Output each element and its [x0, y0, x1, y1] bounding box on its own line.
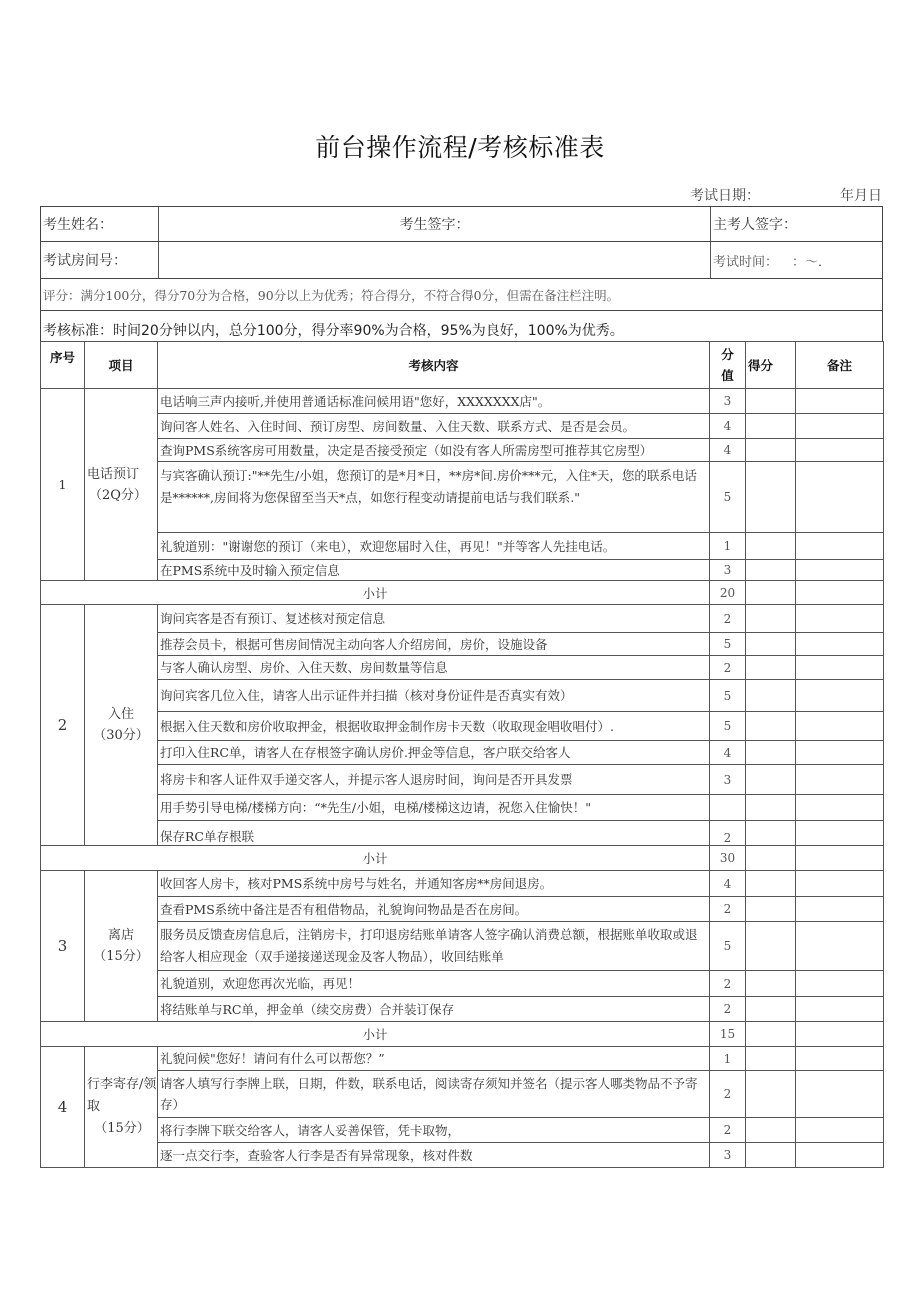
row-score: 5 [710, 633, 746, 656]
row-remark-cell [796, 439, 884, 462]
room-label: 考试房间号： [43, 253, 127, 269]
row-got-cell [746, 560, 796, 581]
header-row-name [40, 206, 883, 242]
standard-note: 考核标准：时间20分钟以内，总分100分，得分率90%为合格，95%为良好，100%为优秀。 [43, 323, 624, 339]
row-remark-cell [796, 1022, 884, 1047]
row-got-cell [746, 971, 796, 997]
row-got-cell [746, 462, 796, 533]
section-item [85, 871, 158, 1022]
row-remark-cell [796, 846, 884, 871]
table-row [41, 897, 884, 922]
row-got-cell [746, 922, 796, 971]
row-got-cell [746, 712, 796, 741]
row-content: 询问宾客是否有预订、复述核对预定信息 [158, 605, 710, 633]
section-seq: 1 [41, 389, 85, 581]
row-got-cell [746, 656, 796, 680]
row-got-cell [746, 581, 796, 605]
row-content: 询问客人姓名、入住时间、预订房型、房间数量、入住天数、联系方式、是否是会员。 [158, 414, 710, 439]
signature-label: 考生签字： [158, 207, 710, 241]
row-remark-cell [796, 560, 884, 581]
section-item-name: 行李寄存/领取 [87, 1077, 157, 1114]
subtotal-label: 小计 [41, 1022, 710, 1047]
row-score: 2 [710, 605, 746, 633]
row-remark-cell [796, 765, 884, 795]
row-content: 电话响三声内接听,并使用普通话标准问候用语"您好，XXXXXXX店"。 [158, 389, 710, 414]
row-remark-cell [796, 897, 884, 922]
row-score: 3 [710, 765, 746, 795]
row-content: 询问宾客几位入住，请客人出示证件并扫描（核对身份证件是否真实有效） [158, 680, 710, 712]
row-content: 请客人填写行李牌上联，日期，件数，联系电话，阅读寄存须知并签名（提示客人哪类物品不予寄存） [158, 1071, 710, 1118]
section-item-name: 电话预订 [87, 466, 140, 482]
time-label: 考试时间： [713, 254, 779, 270]
row-content: 将结账单与RC单，押金单（续交房费）合并装订保存 [158, 997, 710, 1022]
row-score: 2 [710, 971, 746, 997]
row-remark-cell [796, 414, 884, 439]
row-remark-cell [796, 1071, 884, 1118]
row-content: 推荐会员卡，根据可售房间情况主动向客人介绍房间，房价，设施设备 [158, 633, 710, 656]
row-score: 1 [710, 533, 746, 560]
table-row [41, 389, 884, 414]
row-got-cell [746, 533, 796, 560]
row-remark-cell [796, 712, 884, 741]
row-score: 2 [710, 1118, 746, 1143]
table-row [41, 1047, 884, 1071]
section-item-name: 离店 [107, 928, 134, 943]
row-remark-cell [796, 871, 884, 897]
section-item-name: 入住 [107, 707, 134, 722]
row-content: 用手势引导电梯/楼梯方向：“*先生/小姐，电梯/楼梯这边请，祝您入住愉快！" [158, 795, 710, 821]
row-remark-cell [796, 462, 884, 533]
row-score: 4 [710, 439, 746, 462]
row-score: 5 [710, 922, 746, 971]
row-got-cell [746, 633, 796, 656]
subtotal-label: 小计 [41, 581, 710, 605]
col-seq: 序号 [41, 342, 85, 389]
row-score: 3 [710, 1143, 746, 1168]
row-got-cell [746, 1047, 796, 1071]
page-title: 前台操作流程/考核标准表 [315, 133, 605, 162]
subtotal-label: 小计 [41, 846, 710, 871]
table-header-row [41, 342, 884, 389]
row-got-cell [746, 1022, 796, 1047]
row-content: 与宾客确认预订:"**先生/小姐，您预订的是*月*日，**房*间.房价***元，入住*天，您的联系电话是******,房间将为您保留至当天*点，如您行程变动请提前电话与我们联系." [158, 462, 710, 533]
section-seq: 4 [41, 1047, 85, 1168]
row-content: 在PMS系统中及时输入预定信息 [158, 560, 710, 581]
row-remark-cell [796, 389, 884, 414]
row-content: 根据入住天数和房价收取押金，根据收取押金制作房卡天数（收取现金唱收唱付）. [158, 712, 710, 741]
subtotal-row [41, 1022, 884, 1047]
row-content: 将行李牌下联交给客人，请客人妥善保管，凭卡取物， [158, 1118, 710, 1143]
col-score [710, 342, 746, 389]
table-row [41, 971, 884, 997]
row-remark-cell [796, 971, 884, 997]
table-row [41, 680, 884, 712]
section-item [85, 389, 158, 581]
section-seq: 3 [41, 871, 85, 1022]
row-content: 查看PMS系统中备注是否有租借物品，礼貌询问物品是否在房间。 [158, 897, 710, 922]
row-score: 5 [710, 680, 746, 712]
subtotal-row [41, 846, 884, 871]
standard-note-row [40, 310, 883, 342]
time-value: ：～． [792, 254, 832, 270]
row-got-cell [746, 795, 796, 821]
exam-date-row [40, 185, 884, 205]
row-got-cell [746, 846, 796, 871]
row-remark-cell [796, 821, 884, 846]
row-score: 4 [710, 414, 746, 439]
exam-date-suffix: 年月日 [840, 188, 882, 204]
row-remark-cell [796, 922, 884, 971]
table-row [41, 712, 884, 741]
section-item [85, 605, 158, 846]
row-got-cell [746, 680, 796, 712]
col-remark: 备注 [796, 342, 884, 389]
exam-time [710, 242, 882, 278]
row-score: 3 [710, 389, 746, 414]
section-item-points: （15分） [93, 949, 149, 964]
row-score [710, 795, 746, 821]
row-score: 2 [710, 656, 746, 680]
table-row [41, 1143, 884, 1168]
row-remark-cell [796, 605, 884, 633]
row-score: 1 [710, 1047, 746, 1071]
row-got-cell [746, 871, 796, 897]
row-remark-cell [796, 581, 884, 605]
row-remark-cell [796, 1118, 884, 1143]
subtotal-value: 20 [710, 581, 746, 605]
row-got-cell [746, 605, 796, 633]
row-content: 礼貌道别："谢谢您的预订（来电），欢迎您届时入住，再见！"并等客人先挂电话。 [158, 533, 710, 560]
table-row [41, 765, 884, 795]
table-row [41, 605, 884, 633]
row-content: 与客人确认房型、房价、入住天数、房间数量等信息 [158, 656, 710, 680]
row-got-cell [746, 439, 796, 462]
row-remark-cell [796, 795, 884, 821]
scoring-note: 评分：满分100分，得分70分为合格，90分以上为优秀；符合得分，不符合得0分，但需在备注栏注明。 [43, 287, 620, 303]
table-row [41, 741, 884, 765]
row-content: 礼貌道别，欢迎您再次光临，再见！ [158, 971, 710, 997]
section-item-points: （2Q分） [89, 487, 147, 503]
row-score: 2 [710, 821, 746, 846]
table-row [41, 439, 884, 462]
row-score: 3 [710, 560, 746, 581]
row-content: 查询PMS系统客房可用数量，决定是否接受预定（如没有客人所需房型可推荐其它房型） [158, 439, 710, 462]
row-remark-cell [796, 1143, 884, 1168]
room-value-cell [158, 242, 710, 278]
row-score: 5 [710, 462, 746, 533]
table-row [41, 821, 884, 846]
row-got-cell [746, 765, 796, 795]
col-score-top: 分 [721, 347, 734, 362]
row-got-cell [746, 821, 796, 846]
row-score: 2 [710, 897, 746, 922]
exam-date-label: 考试日期： [690, 188, 760, 204]
header-row-room [40, 241, 883, 279]
row-got-cell [746, 997, 796, 1022]
row-content: 服务员反馈查房信息后，注销房卡，打印退房结账单请客人签字确认消费总额，根据账单收取或退给客人相应现金（双手递接递送现金及客人物品），收回结账单 [158, 922, 710, 971]
section-seq: 2 [41, 605, 85, 846]
row-got-cell [746, 1071, 796, 1118]
table-row [41, 795, 884, 821]
row-got-cell [746, 414, 796, 439]
row-remark-cell [796, 656, 884, 680]
table-row [41, 560, 884, 581]
row-score: 2 [710, 1071, 746, 1118]
row-content: 礼貌问候"您好！请问有什么可以帮您？” [158, 1047, 710, 1071]
row-remark-cell [796, 1047, 884, 1071]
section-item [85, 1047, 158, 1168]
subtotal-value: 15 [710, 1022, 746, 1047]
row-got-cell [746, 1143, 796, 1168]
col-item: 项目 [85, 342, 158, 389]
col-got: 得分 [746, 342, 796, 389]
table-row [41, 1118, 884, 1143]
row-score: 4 [710, 741, 746, 765]
col-score-bottom: 值 [721, 368, 734, 383]
row-remark-cell [796, 533, 884, 560]
table-row [41, 656, 884, 680]
assessment-table [40, 341, 884, 1168]
row-score: 5 [710, 712, 746, 741]
table-row [41, 533, 884, 560]
table-row [41, 633, 884, 656]
table-row [41, 1071, 884, 1118]
row-remark-cell [796, 633, 884, 656]
name-label: 考生姓名： [43, 217, 113, 233]
section-item-points: （30分） [93, 728, 149, 743]
scoring-note-row [40, 278, 883, 311]
row-remark-cell [796, 997, 884, 1022]
row-content: 保存RC单存根联 [158, 821, 710, 846]
row-score: 2 [710, 997, 746, 1022]
row-remark-cell [796, 741, 884, 765]
row-got-cell [746, 897, 796, 922]
row-got-cell [746, 1118, 796, 1143]
row-got-cell [746, 389, 796, 414]
row-content: 将房卡和客人证件双手递交客人，并提示客人退房时间，询问是否开具发票 [158, 765, 710, 795]
section-item-points: （15分） [94, 1121, 150, 1136]
row-score: 4 [710, 871, 746, 897]
table-row [41, 414, 884, 439]
row-content: 逐一点交行李，查验客人行李是否有异常现象，核对件数 [158, 1143, 710, 1168]
table-row [41, 922, 884, 971]
table-row [41, 462, 884, 533]
table-row [41, 997, 884, 1022]
examiner-label: 主考人签字： [710, 207, 882, 241]
row-content: 打印入住RC单，请客人在存根签字确认房价.押金等信息，客户联交给客人 [158, 741, 710, 765]
table-row [41, 871, 884, 897]
row-content: 收回客人房卡，核对PMS系统中房号与姓名，并通知客房**房间退房。 [158, 871, 710, 897]
subtotal-value: 30 [710, 846, 746, 871]
row-got-cell [746, 741, 796, 765]
col-content: 考核内容 [158, 342, 710, 389]
row-remark-cell [796, 680, 884, 712]
subtotal-row [41, 581, 884, 605]
